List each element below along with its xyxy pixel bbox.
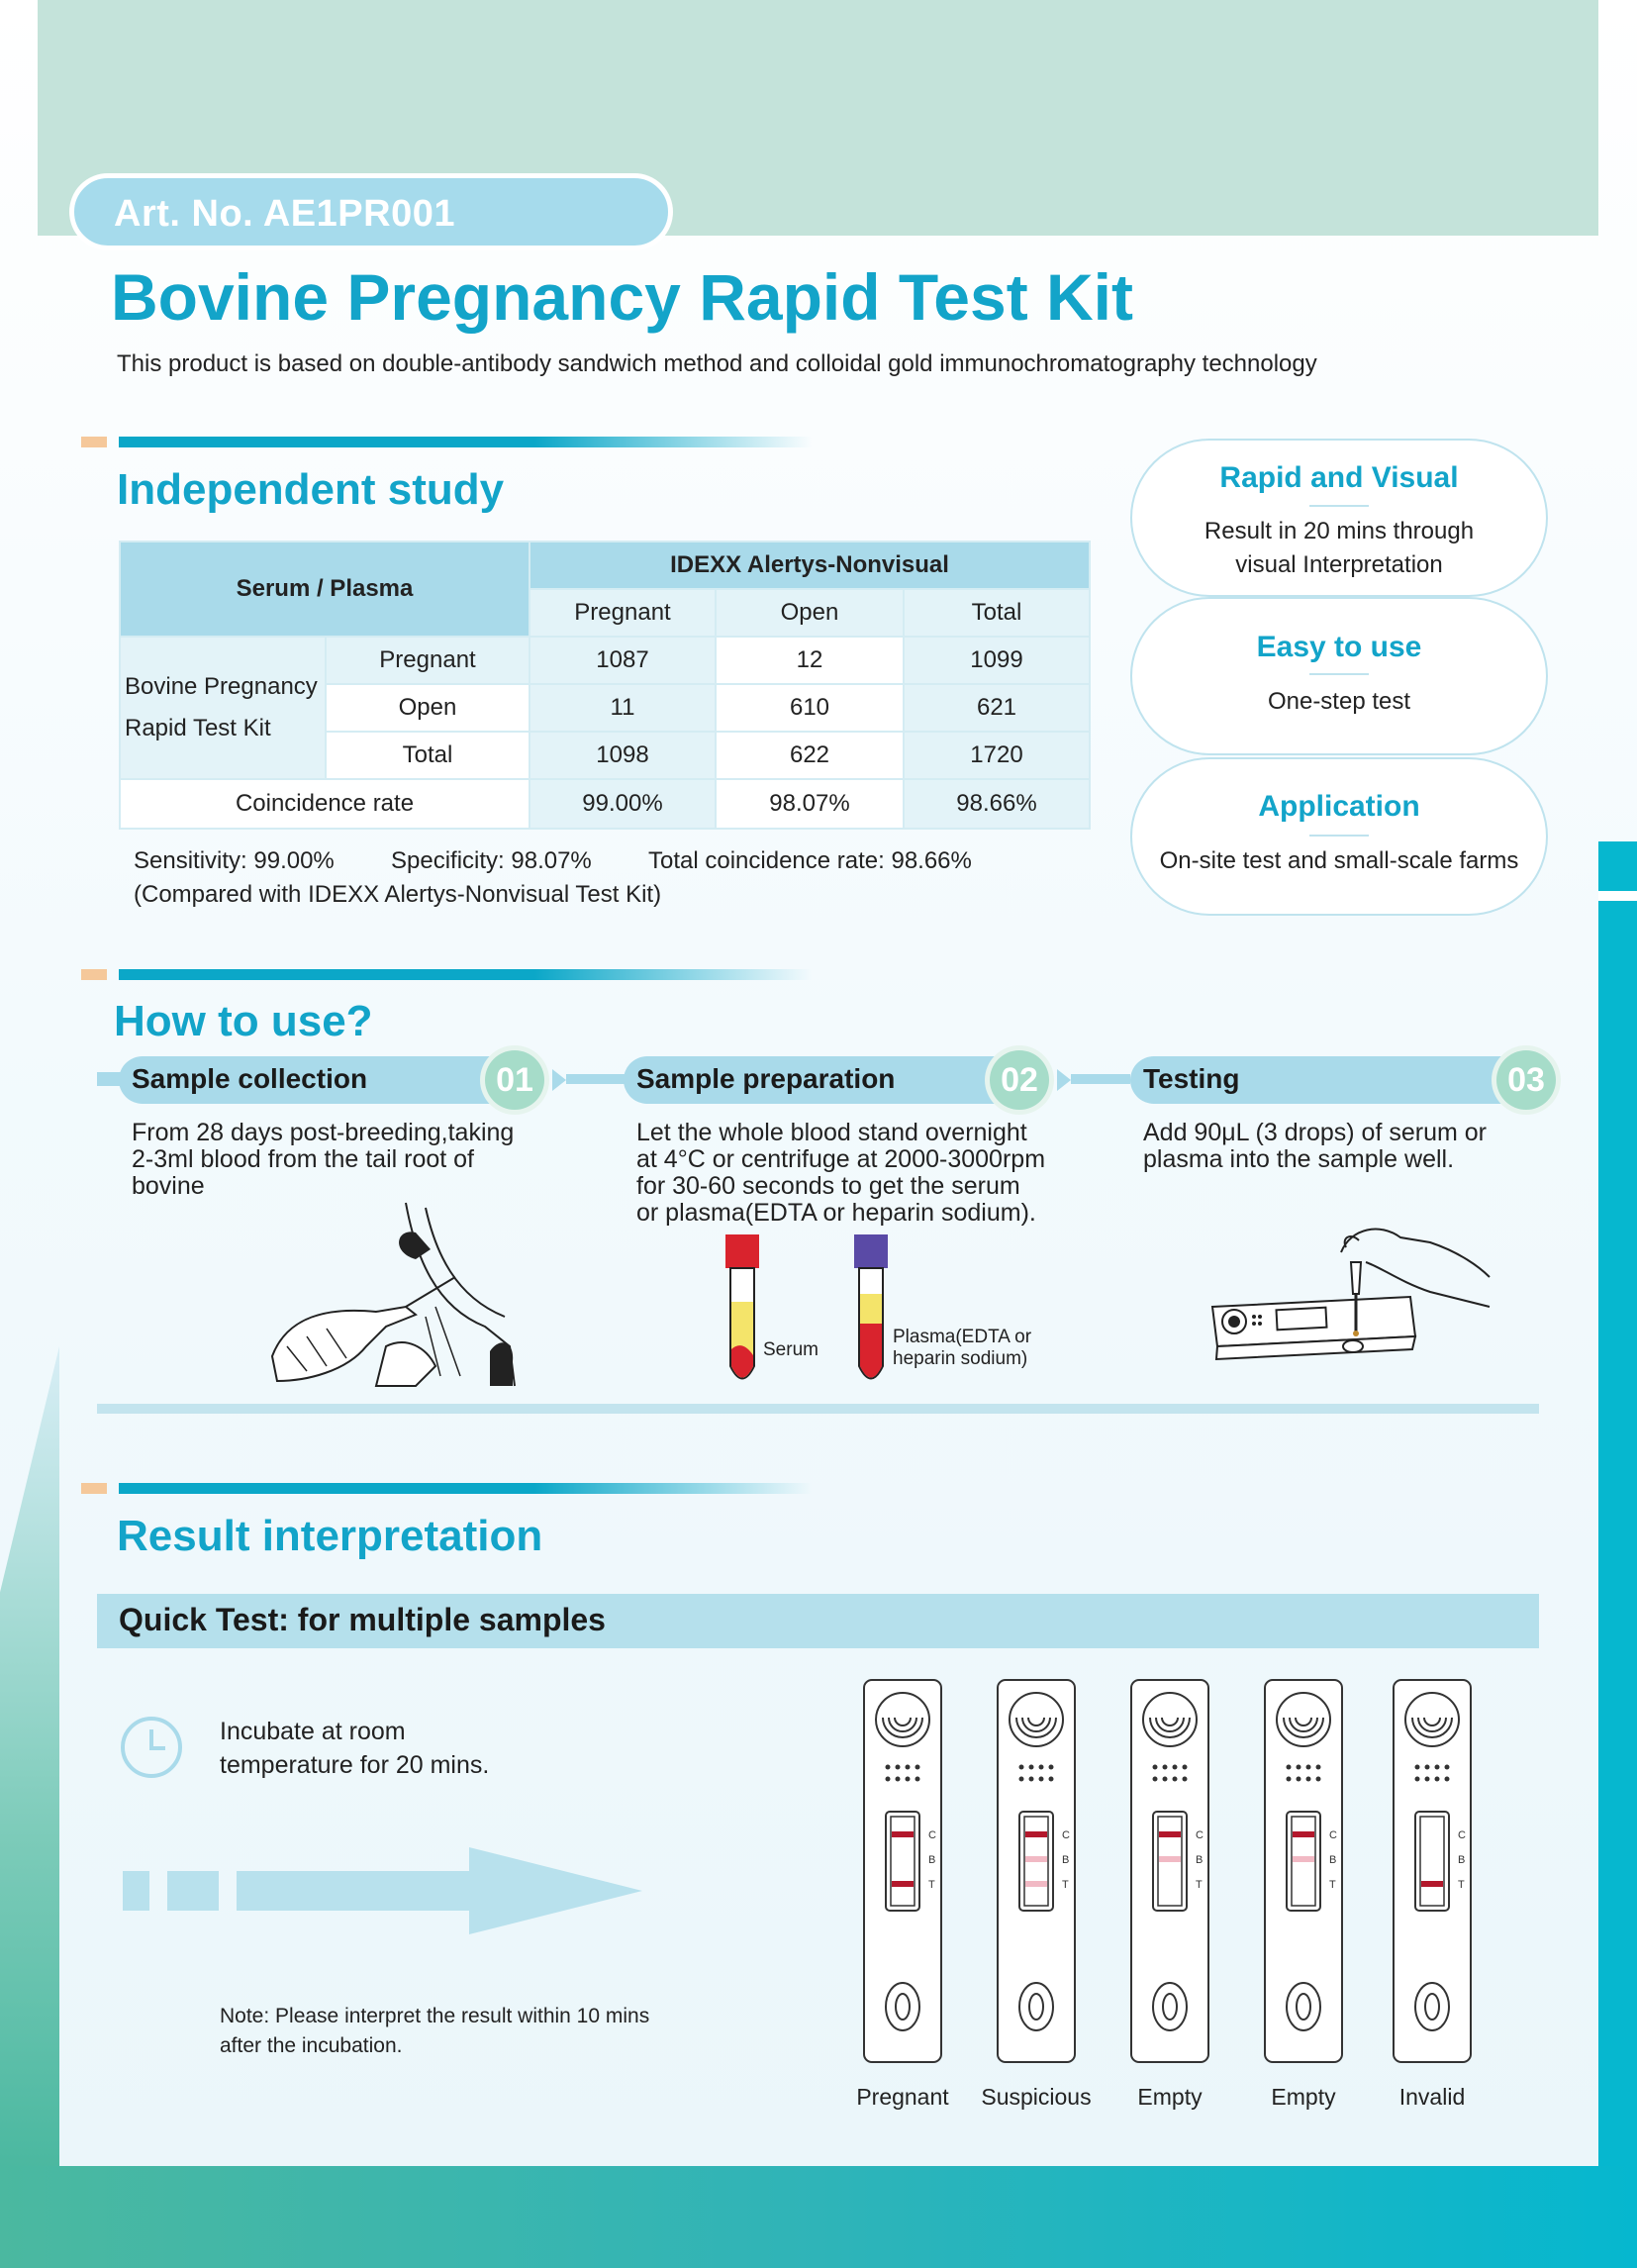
window-letter: C (1196, 1829, 1204, 1841)
step-connector (566, 1074, 626, 1084)
table-cell: 12 (716, 637, 904, 684)
test-cassette (1125, 1678, 1214, 2064)
cassette-dot (1316, 1777, 1321, 1782)
result-strip (891, 1817, 915, 1906)
table-cell: 1720 (904, 732, 1090, 779)
sample-collection-illustration (267, 1198, 525, 1391)
incubation-line: temperature for 20 mins. (220, 1751, 490, 1779)
result-note (220, 2002, 649, 2061)
serum-label: Serum (763, 1339, 818, 1360)
result-line-c (1025, 1831, 1047, 1837)
result-line-t (1025, 1881, 1047, 1887)
cassette-row (851, 1678, 1485, 2114)
comparison-note: (Compared with IDEXX Alertys-Nonvisual Test Kit) (134, 881, 662, 908)
total-coincidence: Total coincidence rate: 98.66% (648, 847, 972, 874)
window-letter: B (1196, 1854, 1204, 1866)
arrow-icon (552, 1069, 566, 1091)
sample-well-inner (1425, 1994, 1439, 2020)
result-line-c (1159, 1831, 1181, 1837)
step-text (1143, 1120, 1487, 1173)
result-strip (1420, 1817, 1444, 1906)
arrow-icon (1057, 1069, 1071, 1091)
table-header-reference: IDEXX Alertys-Nonvisual (530, 542, 1090, 589)
study-table (119, 541, 1091, 830)
window-letter: T (1196, 1879, 1203, 1891)
window-letter: C (928, 1829, 936, 1841)
section-marker (81, 1483, 107, 1494)
note-line: after the incubation. (220, 2034, 403, 2057)
incubation-instruction (220, 1715, 489, 1782)
cassette-dot (1183, 1777, 1188, 1782)
result-label: Pregnant (856, 2084, 949, 2110)
feature-text: On-site test and small-scale farms (1159, 847, 1519, 874)
table-header-serum-plasma: Serum / Plasma (120, 542, 530, 637)
cassette-dot (1306, 1765, 1311, 1770)
table-cell: 1099 (904, 637, 1090, 684)
table-row-label: Open (326, 684, 530, 732)
article-number: Art. No. AE1PR001 (114, 193, 455, 235)
cassette-dot (1297, 1765, 1301, 1770)
table-row-label: Total (326, 732, 530, 779)
feature-rule (1309, 673, 1369, 675)
kit-label-line2: Rapid Test Kit (125, 715, 271, 741)
test-cassette (858, 1678, 947, 2064)
table-cell: 610 (716, 684, 904, 732)
result-line-c (892, 1831, 914, 1837)
cassette-dot (886, 1765, 891, 1770)
window-letter: B (1458, 1854, 1466, 1866)
footer-band (0, 2166, 1637, 2268)
step-text-line: From 28 days post-breeding,taking (132, 1119, 515, 1146)
cassette-dot (915, 1765, 920, 1770)
table-col-pregnant: Pregnant (530, 589, 716, 637)
feature-text: Result in 20 mins through (1204, 518, 1475, 544)
note-line: Note: Please interpret the result within 10 mins (220, 2005, 650, 2027)
feature-text: One-step test (1267, 688, 1411, 715)
progress-arrow-icon (123, 1843, 647, 1952)
table-cell: 99.00% (530, 779, 716, 829)
cassette-dot (896, 1765, 901, 1770)
window-letter: B (1329, 1854, 1337, 1866)
page-subtitle: This product is based on double-antibody sandwich method and colloidal gold immunochromatography technology (117, 350, 1317, 377)
feature-card (1130, 757, 1548, 916)
result-title: Result interpretation (117, 1512, 543, 1560)
specificity: Specificity: 98.07% (391, 847, 592, 874)
step-text (636, 1120, 1045, 1227)
feature-rule (1309, 835, 1369, 837)
sample-well-inner (1297, 1994, 1310, 2020)
result-label: Suspicious (981, 2084, 1092, 2110)
step-text-line: at 4°C or centrifuge at 2000-3000rpm (636, 1145, 1046, 1173)
incubation-line: Incubate at room (220, 1718, 406, 1745)
cassette-dot (1445, 1777, 1450, 1782)
step-connector (1071, 1074, 1130, 1084)
step-text (132, 1120, 514, 1200)
step-label: Sample collection (132, 1063, 368, 1094)
section-rule (119, 1483, 812, 1494)
window-letter: T (1062, 1879, 1069, 1891)
plasma-label-line: heparin sodium) (893, 1348, 1028, 1369)
cassette-dot (1029, 1765, 1034, 1770)
cassette-dot (1173, 1765, 1178, 1770)
window-letter: B (1062, 1854, 1070, 1866)
section-rule (119, 437, 812, 447)
feature-title: Rapid and Visual (1219, 461, 1459, 494)
cassette-dot (1163, 1765, 1168, 1770)
table-row-label: Pregnant (326, 637, 530, 684)
cassette-dot (1173, 1777, 1178, 1782)
table-cell: 621 (904, 684, 1090, 732)
kit-label-line1: Bovine Pregnancy (125, 673, 318, 700)
result-label: Empty (1271, 2084, 1336, 2110)
test-cassette (1259, 1678, 1348, 2064)
cassette-dot (1153, 1777, 1158, 1782)
plasma-label-line: Plasma(EDTA or (893, 1327, 1032, 1347)
step-text-line: Let the whole blood stand overnight (636, 1119, 1027, 1146)
clock-icon (119, 1715, 184, 1780)
table-kit-label (120, 637, 326, 779)
right-decor-notch (1598, 891, 1637, 901)
step-text-line: Add 90μL (3 drops) of serum or (1143, 1119, 1487, 1146)
cassette-dot (1445, 1765, 1450, 1770)
table-coincidence-label: Coincidence rate (120, 779, 530, 829)
how-to-use-title: How to use? (114, 997, 373, 1045)
cassette-dot (1019, 1777, 1024, 1782)
table-cell: 11 (530, 684, 716, 732)
sample-well-inner (1029, 1994, 1043, 2020)
step-text-line: plasma into the sample well. (1143, 1145, 1455, 1173)
window-letter: C (1458, 1829, 1466, 1841)
feature-title: Application (1258, 790, 1420, 823)
step-number: 01 (485, 1050, 544, 1110)
sample-well-inner (1163, 1994, 1177, 2020)
step-label: Testing (1143, 1063, 1240, 1094)
step-number: 02 (990, 1050, 1049, 1110)
cassette-dot (1297, 1777, 1301, 1782)
cassette-dot (906, 1765, 911, 1770)
section-marker (81, 969, 107, 980)
window-letter: B (928, 1854, 936, 1866)
cassette-dot (1306, 1777, 1311, 1782)
window-letter: C (1329, 1829, 1337, 1841)
step-text-line: or plasma(EDTA or heparin sodium). (636, 1199, 1036, 1227)
step-text-line: for 30-60 seconds to get the serum (636, 1172, 1020, 1200)
feature-title: Easy to use (1256, 631, 1422, 663)
study-title: Independent study (117, 465, 505, 514)
result-label: Empty (1137, 2084, 1203, 2110)
table-col-total: Total (904, 589, 1090, 637)
cassette-dot (1435, 1765, 1440, 1770)
testing-illustration (1203, 1223, 1499, 1391)
cassette-dot (1415, 1765, 1420, 1770)
section-divider (97, 1404, 1539, 1414)
window-letter: T (1329, 1879, 1336, 1891)
step-number: 03 (1496, 1050, 1556, 1110)
serum-tube-icon (718, 1233, 787, 1393)
cassette-dot (1049, 1777, 1054, 1782)
cassette-dot (906, 1777, 911, 1782)
cassette-dot (1425, 1777, 1430, 1782)
test-cassette (992, 1678, 1081, 2064)
step-text-line: bovine (132, 1172, 205, 1200)
table-cell: 98.66% (904, 779, 1090, 829)
plasma-label (893, 1327, 1031, 1370)
cassette-dot (1039, 1765, 1044, 1770)
cassette-dot (1049, 1765, 1054, 1770)
cassette-dot (1019, 1765, 1024, 1770)
cassette-dot (1287, 1777, 1292, 1782)
sensitivity: Sensitivity: 99.00% (134, 847, 335, 874)
cassette-dot (1183, 1765, 1188, 1770)
table-cell: 98.07% (716, 779, 904, 829)
result-line-b (1159, 1856, 1181, 1862)
cassette-dot (1316, 1765, 1321, 1770)
sample-well-inner (896, 1994, 910, 2020)
feature-card (1130, 597, 1548, 755)
table-cell: 1087 (530, 637, 716, 684)
result-line-t (892, 1881, 914, 1887)
cassette-dot (1425, 1765, 1430, 1770)
table-cell: 622 (716, 732, 904, 779)
cassette-dot (1287, 1765, 1292, 1770)
window-letter: T (1458, 1879, 1465, 1891)
quick-test-title: Quick Test: for multiple samples (119, 1602, 606, 1637)
cassette-dot (1435, 1777, 1440, 1782)
cassette-dot (1029, 1777, 1034, 1782)
result-line-b (1025, 1856, 1047, 1862)
section-rule (119, 969, 812, 980)
step-label: Sample preparation (636, 1063, 896, 1094)
step-text-line: 2-3ml blood from the tail root of (132, 1145, 474, 1173)
table-cell: 1098 (530, 732, 716, 779)
feature-text: visual Interpretation (1235, 551, 1443, 578)
cassette-dot (896, 1777, 901, 1782)
cassette-dot (1153, 1765, 1158, 1770)
cassette-dot (886, 1777, 891, 1782)
result-label: Invalid (1398, 2084, 1466, 2110)
cassette-dot (1163, 1777, 1168, 1782)
result-line-c (1293, 1831, 1314, 1837)
cassette-dot (1039, 1777, 1044, 1782)
cassette-dot (1415, 1777, 1420, 1782)
window-letter: T (928, 1879, 935, 1891)
feature-rule (1309, 505, 1369, 507)
test-cassette (1388, 1678, 1477, 2064)
right-decor (1598, 841, 1637, 2166)
result-line-t (1421, 1881, 1443, 1887)
section-marker (81, 437, 107, 447)
table-col-open: Open (716, 589, 904, 637)
result-line-b (1293, 1856, 1314, 1862)
cassette-dot (915, 1777, 920, 1782)
window-letter: C (1062, 1829, 1070, 1841)
page-title: Bovine Pregnancy Rapid Test Kit (111, 260, 1133, 334)
